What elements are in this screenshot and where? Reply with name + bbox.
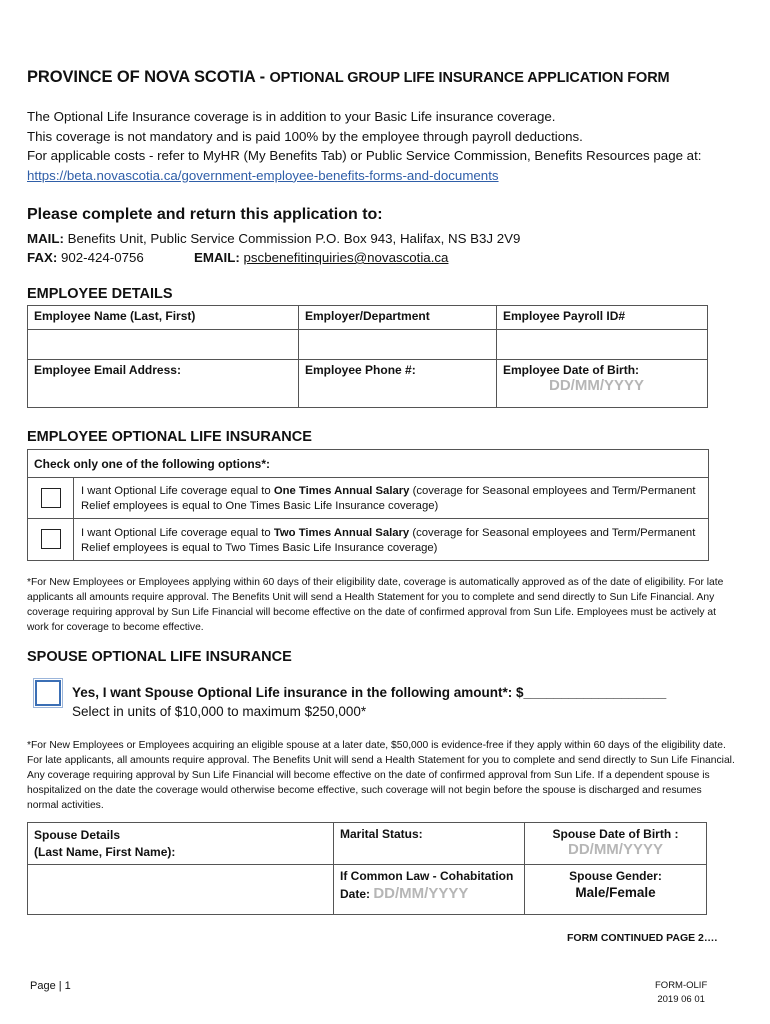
employee-name-field[interactable]: [28, 330, 299, 360]
fax-value: 902-424-0756: [57, 250, 144, 265]
employee-details-table: [27, 305, 708, 408]
intro-line-2: This coverage is not mandatory and is paid 100% by the employee through payroll deductions.: [27, 128, 583, 144]
spouse-gender-label: Spouse Gender:: [569, 869, 662, 883]
intro-line-1: The Optional Life Insurance coverage is in addition to your Basic Life insurance coverage.: [27, 109, 556, 124]
common-law-label: If Common Law - Cohabitation: [340, 869, 514, 883]
employee-dob-field[interactable]: [497, 360, 708, 408]
employee-dob-label: Employee Date of Birth:: [503, 363, 640, 377]
employee-name-label: Employee Name (Last, First): [34, 309, 196, 323]
return-heading: Please complete and return this application to:: [27, 206, 383, 223]
cohabitation-date-label: Date:: [340, 887, 374, 901]
spouse-optional-note: *For New Employees or Employees acquiring an eligible spouse at a later date, $50,000 is evidence-free if they apply within 60 days of the eligibility date. For late applicants, all amounts require approval. The Benefits Unit will send a Health Statement for you to complete and send directly to Sun Life Financial. Any coverage requiring approval by Sun Life Financial will become effective on the date of confirmed approval from Sun Life. If a dependent spouse is hospitalized on the date the coverage would otherwise become effective, such coverage will not begin before the spouse is discharged and resumes normal activities.: [27, 740, 735, 811]
cohabitation-field[interactable]: [334, 865, 525, 915]
spouse-gender-value: Male/Female: [575, 885, 656, 900]
employee-optional-note: *For New Employees or Employees applying within 60 days of their eligibility date, coverage is automatically approved as of the date of eligibility. For late applicants all amounts require approval. The Benefits Unit will send a Health Statement for you to complete and send directly to Sun Life Financial. Any coverage requiring approval by Sun Life Financial will become effective on the date of confirmed approval from Sun Life. Employees must be actively at work for coverage to become effective.: [27, 577, 724, 633]
check-one-label: Check only one of the following options*:: [34, 457, 270, 471]
spouse-details-table: [27, 822, 707, 915]
payroll-id-field[interactable]: [497, 330, 708, 360]
email-link[interactable]: pscbenefitinquiries@novascotia.ca: [243, 250, 449, 265]
intro-line-3: For applicable costs - refer to MyHR (My Benefits Tab) or Public Service Commission, Benefits Resources page at:: [27, 148, 702, 163]
mail-value: Benefits Unit, Public Service Commission P.O. Box 943, Halifax, NS B3J 2V9: [63, 231, 521, 246]
marital-status-label: Marital Status:: [340, 827, 423, 841]
employee-email-field[interactable]: [28, 360, 299, 408]
form-id: FORM-OLIF 2019 06 01: [655, 980, 708, 1005]
spouse-gender-field[interactable]: [525, 865, 707, 915]
option-two-times-text: I want Optional Life coverage equal to Two Times Annual Salary (coverage for Seasonal employees and Term/Permanent Relief employees is equal to Two Times Basic Life Insurance coverage): [81, 527, 696, 554]
employee-details-heading: EMPLOYEE DETAILS: [27, 286, 173, 302]
spouse-details-label: Spouse Details (Last Name, First Name):: [34, 828, 176, 859]
employee-optional-heading: EMPLOYEE OPTIONAL LIFE INSURANCE: [27, 429, 312, 445]
spouse-optional-checkbox[interactable]: [35, 680, 61, 706]
employee-phone-label: Employee Phone #:: [305, 363, 416, 377]
return-address: [27, 229, 520, 267]
employee-phone-field[interactable]: [299, 360, 497, 408]
employee-email-label: Employee Email Address:: [34, 363, 181, 377]
option-one-times-checkbox[interactable]: [41, 488, 61, 508]
benefits-link[interactable]: https://beta.novascotia.ca/government-employee-benefits-forms-and-documents: [27, 167, 499, 183]
spouse-amount-line: Yes, I want Spouse Optional Life insurance in the following amount*: $___________________: [72, 685, 667, 700]
employer-field[interactable]: [299, 330, 497, 360]
option-one-times-text: I want Optional Life coverage equal to One Times Annual Salary (coverage for Seasonal employees and Term/Permanent Relief employees is equal to One Times Basic Life Insurance coverage): [81, 485, 696, 512]
employee-dob-placeholder: DD/MM/YYYY: [549, 377, 645, 394]
spouse-units-line: Select in units of $10,000 to maximum $250,000*: [72, 704, 367, 719]
spouse-name-field[interactable]: [28, 865, 334, 915]
page-title: [27, 68, 670, 87]
mail-label: MAIL:: [27, 231, 64, 246]
title-sub: OPTIONAL GROUP LIFE INSURANCE APPLICATION FORM: [269, 70, 670, 86]
cohabitation-date-placeholder: DD/MM/YYYY: [373, 885, 469, 902]
form-continued: FORM CONTINUED PAGE 2….: [567, 932, 718, 944]
spouse-optional-heading: SPOUSE OPTIONAL LIFE INSURANCE: [27, 649, 292, 665]
spouse-dob-label: Spouse Date of Birth :: [552, 827, 679, 841]
email-label: EMAIL:: [194, 250, 240, 265]
title-main: PROVINCE OF NOVA SCOTIA -: [27, 68, 270, 86]
spouse-dob-placeholder: DD/MM/YYYY: [567, 841, 663, 858]
fax-label: FAX:: [27, 250, 58, 265]
payroll-id-label: Employee Payroll ID#: [503, 309, 626, 323]
page-number: Page | 1: [30, 980, 71, 992]
employee-optional-box: [27, 449, 709, 561]
option-two-times-checkbox[interactable]: [41, 529, 61, 549]
intro-text: [27, 107, 701, 185]
employer-label: Employer/Department: [305, 309, 430, 323]
